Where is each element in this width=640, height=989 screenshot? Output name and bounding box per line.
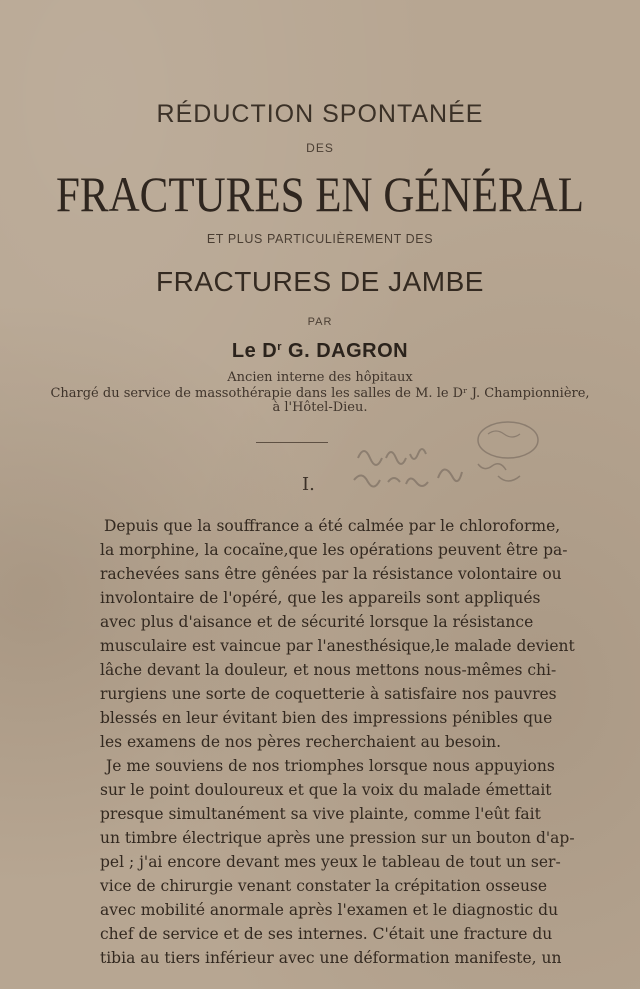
body-line: Depuis que la souffrance a été calmée par le chloroforme, [104,517,561,535]
body-text [100,514,575,970]
title-line-1: RÉDUCTION SPONTANÉE [156,100,484,128]
body-line: la morphine, la cocaïne,que les opérations peuvent être pa- [100,541,568,559]
author-credential-3: à l'Hôtel-Dieu. [272,400,368,415]
body-line: involontaire de l'opéré, que les appareils sont appliqués [100,589,541,607]
title-line-2: DES [306,141,334,155]
body-line: rurgiens une sorte de coquetterie à satisfaire nos pauvres [100,685,557,703]
body-line: rachevées sans être gênées par la résistance volontaire ou [100,565,562,583]
author-superscript: r [277,341,282,353]
body-line: pel ; j'ai encore devant mes yeux le tableau de tout un ser- [100,853,561,871]
body-line: avec mobilité anormale après l'examen et le diagnostic du [100,901,559,919]
body-line: musculaire est vaincue par l'anesthésique,le malade devient [100,637,575,655]
body-line: tibia au tiers inférieur avec une déformation manifeste, un [100,949,562,967]
body-line: presque simultanément sa vive plainte, comme l'eût fait [100,805,541,823]
secondary-title: FRACTURES DE JAMBE [156,266,484,297]
section-number: I. [302,474,315,495]
body-line: lâche devant la douleur, et nous mettons nous-mêmes chi- [100,661,557,679]
body-line: Je me souviens de nos triomphes lorsque nous appuyions [106,757,555,775]
author-surname: G. DAGRON [282,340,409,362]
main-title: FRACTURES EN GÉNÉRAL [56,166,584,222]
author-credential-2: Chargé du service de massothérapie dans les salles de M. le Dʳ J. Championnière, [50,386,590,401]
body-line: chef de service et de ses internes. C'était une fracture du [100,925,553,943]
body-line: blessés en leur évitant bien des impressions pénibles que [100,709,553,727]
body-line: un timbre électrique après une pression sur un bouton d'ap- [100,829,575,847]
subtitle-line: ET PLUS PARTICULIÈREMENT DES [206,232,434,246]
by-label: PAR [307,316,333,328]
body-line: vice de chirurgie venant constater la crépitation osseuse [100,877,548,895]
body-line: les examens de nos pères recherchaient au besoin. [100,733,502,751]
author-name [0,340,640,363]
body-line: sur le point douloureux et que la voix du malade émettait [100,781,552,799]
author-credential-1: Ancien interne des hôpitaux [227,370,413,385]
author-prefix: Le D [231,340,278,362]
library-stamp-icon [348,418,558,508]
body-line: avec plus d'aisance et de sécurité lorsque la résistance [100,613,534,631]
section-divider [256,442,328,443]
